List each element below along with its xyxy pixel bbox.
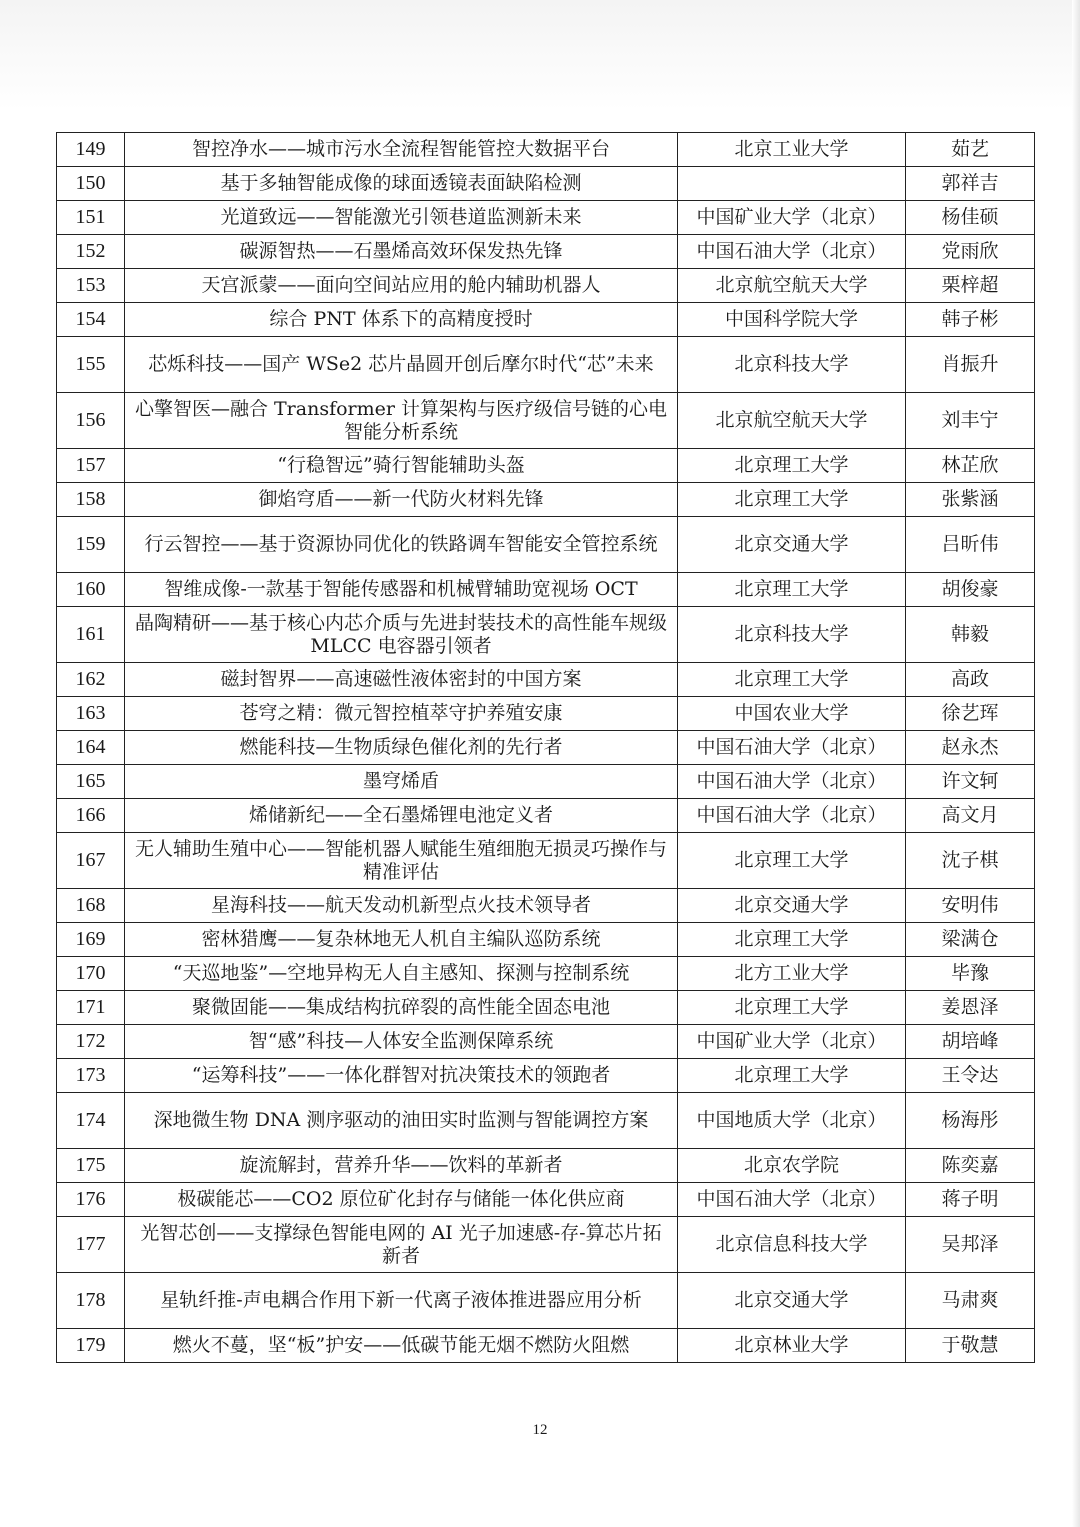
- leader-name: 肖振升: [906, 337, 1035, 393]
- school-name: 中国石油大学（北京）: [678, 731, 906, 765]
- project-title: 燃火不蔓，坚“板”护安——低碳节能无烟不燃防火阻燃: [125, 1329, 678, 1363]
- leader-name: 杨海彤: [906, 1093, 1035, 1149]
- school-name: 北京理工大学: [678, 663, 906, 697]
- leader-name: 韩子彬: [906, 303, 1035, 337]
- project-title: 星轨纤推-声电耦合作用下新一代离子液体推进器应用分析: [125, 1273, 678, 1329]
- project-title: “行稳智远”骑行智能辅助头盔: [125, 449, 678, 483]
- project-title: 智控净水——城市污水全流程智能管控大数据平台: [125, 133, 678, 167]
- table-row: [57, 731, 1035, 765]
- project-title: 智“感”科技—人体安全监测保障系统: [125, 1025, 678, 1059]
- project-title: “运筹科技”——一体化群智对抗决策技术的领跑者: [125, 1059, 678, 1093]
- school-name: 北京航空航天大学: [678, 269, 906, 303]
- project-title: 星海科技——航天发动机新型点火技术领导者: [125, 889, 678, 923]
- leader-name: 姜恩泽: [906, 991, 1035, 1025]
- row-number: 179: [57, 1329, 125, 1363]
- row-number: 157: [57, 449, 125, 483]
- scan-shadow-right: [1072, 0, 1080, 1527]
- leader-name: 茹艺: [906, 133, 1035, 167]
- page-number: 12: [532, 1422, 548, 1438]
- row-number: 150: [57, 167, 125, 201]
- school-name: 北京理工大学: [678, 923, 906, 957]
- table-row: [57, 957, 1035, 991]
- project-title: 芯烁科技——国产 WSe2 芯片晶圆开创后摩尔时代“芯”未来: [125, 337, 678, 393]
- school-name: 北京工业大学: [678, 133, 906, 167]
- row-number: 151: [57, 201, 125, 235]
- row-number: 169: [57, 923, 125, 957]
- project-title: 极碳能芯——CO2 原位矿化封存与储能一体化供应商: [125, 1183, 678, 1217]
- table-row: [57, 393, 1035, 449]
- project-title: 基于多轴智能成像的球面透镜表面缺陷检测: [125, 167, 678, 201]
- row-number: 162: [57, 663, 125, 697]
- school-name: 北京理工大学: [678, 1059, 906, 1093]
- project-title: 智维成像-一款基于智能传感器和机械臂辅助宽视场 OCT: [125, 573, 678, 607]
- project-title: “天巡地鉴”—空地异构无人自主感知、探测与控制系统: [125, 957, 678, 991]
- project-title: 综合 PNT 体系下的高精度授时: [125, 303, 678, 337]
- table-row: [57, 1025, 1035, 1059]
- school-name: 中国矿业大学（北京）: [678, 201, 906, 235]
- table-row: [57, 1217, 1035, 1273]
- scan-shadow-top: [0, 0, 1080, 110]
- school-name: 北京林业大学: [678, 1329, 906, 1363]
- project-title: 御焰穹盾——新一代防火材料先锋: [125, 483, 678, 517]
- table-row: [57, 167, 1035, 201]
- leader-name: 杨佳硕: [906, 201, 1035, 235]
- project-title: 苍穹之精：微元智控植萃守护养殖安康: [125, 697, 678, 731]
- leader-name: 毕豫: [906, 957, 1035, 991]
- school-name: 中国石油大学（北京）: [678, 799, 906, 833]
- row-number: 168: [57, 889, 125, 923]
- row-number: 172: [57, 1025, 125, 1059]
- leader-name: 于敬慧: [906, 1329, 1035, 1363]
- school-name: 中国地质大学（北京）: [678, 1093, 906, 1149]
- leader-name: 王令达: [906, 1059, 1035, 1093]
- row-number: 152: [57, 235, 125, 269]
- table-row: [57, 1183, 1035, 1217]
- leader-name: 梁满仓: [906, 923, 1035, 957]
- school-name: 北京交通大学: [678, 517, 906, 573]
- leader-name: 陈奕嘉: [906, 1149, 1035, 1183]
- leader-name: 胡俊豪: [906, 573, 1035, 607]
- row-number: 164: [57, 731, 125, 765]
- project-title: 燃能科技—生物质绿色催化剂的先行者: [125, 731, 678, 765]
- project-title: 烯储新纪——全石墨烯锂电池定义者: [125, 799, 678, 833]
- project-title: 深地微生物 DNA 测序驱动的油田实时监测与智能调控方案: [125, 1093, 678, 1149]
- leader-name: 林芷欣: [906, 449, 1035, 483]
- table-row: [57, 991, 1035, 1025]
- project-table-body: [57, 133, 1035, 1363]
- school-name: 北京科技大学: [678, 337, 906, 393]
- leader-name: 许文轲: [906, 765, 1035, 799]
- school-name: 北京理工大学: [678, 449, 906, 483]
- row-number: 175: [57, 1149, 125, 1183]
- table-row: [57, 303, 1035, 337]
- table-row: [57, 337, 1035, 393]
- table-row: [57, 1093, 1035, 1149]
- table-row: [57, 201, 1035, 235]
- leader-name: 刘丰宁: [906, 393, 1035, 449]
- school-name: 北京农学院: [678, 1149, 906, 1183]
- project-title: 碳源智热——石墨烯高效环保发热先锋: [125, 235, 678, 269]
- project-title: 光道致远——智能激光引领巷道监测新未来: [125, 201, 678, 235]
- table-row: [57, 697, 1035, 731]
- school-name: [678, 167, 906, 201]
- leader-name: 安明伟: [906, 889, 1035, 923]
- row-number: 166: [57, 799, 125, 833]
- school-name: 中国矿业大学（北京）: [678, 1025, 906, 1059]
- table-row: [57, 235, 1035, 269]
- row-number: 159: [57, 517, 125, 573]
- row-number: 158: [57, 483, 125, 517]
- row-number: 178: [57, 1273, 125, 1329]
- leader-name: 赵永杰: [906, 731, 1035, 765]
- project-title: 墨穹烯盾: [125, 765, 678, 799]
- row-number: 156: [57, 393, 125, 449]
- table-row: [57, 1149, 1035, 1183]
- project-title: 行云智控——基于资源协同优化的铁路调车智能安全管控系统: [125, 517, 678, 573]
- table-row: [57, 889, 1035, 923]
- row-number: 176: [57, 1183, 125, 1217]
- school-name: 北京信息科技大学: [678, 1217, 906, 1273]
- leader-name: 吕昕伟: [906, 517, 1035, 573]
- leader-name: 沈子棋: [906, 833, 1035, 889]
- project-title: 聚微固能——集成结构抗碎裂的高性能全固态电池: [125, 991, 678, 1025]
- school-name: 中国石油大学（北京）: [678, 765, 906, 799]
- project-title: 磁封智界——高速磁性液体密封的中国方案: [125, 663, 678, 697]
- school-name: 北京理工大学: [678, 573, 906, 607]
- school-name: 中国石油大学（北京）: [678, 235, 906, 269]
- table-row: [57, 517, 1035, 573]
- table-row: [57, 799, 1035, 833]
- table-row: [57, 833, 1035, 889]
- row-number: 170: [57, 957, 125, 991]
- school-name: 北京交通大学: [678, 889, 906, 923]
- table-row: [57, 573, 1035, 607]
- row-number: 174: [57, 1093, 125, 1149]
- leader-name: 高政: [906, 663, 1035, 697]
- row-number: 155: [57, 337, 125, 393]
- table-row: [57, 449, 1035, 483]
- table-row: [57, 1329, 1035, 1363]
- row-number: 154: [57, 303, 125, 337]
- school-name: 北京科技大学: [678, 607, 906, 663]
- project-title: 旋流解封，营养升华——饮料的革新者: [125, 1149, 678, 1183]
- school-name: 中国科学院大学: [678, 303, 906, 337]
- school-name: 北京理工大学: [678, 833, 906, 889]
- leader-name: 马肃爽: [906, 1273, 1035, 1329]
- row-number: 165: [57, 765, 125, 799]
- row-number: 171: [57, 991, 125, 1025]
- leader-name: 张紫涵: [906, 483, 1035, 517]
- project-title: 光智芯创——支撑绿色智能电网的 AI 光子加速感-存-算芯片拓新者: [125, 1217, 678, 1273]
- project-table: [56, 132, 1035, 1363]
- row-number: 161: [57, 607, 125, 663]
- project-title: 天宫派蒙——面向空间站应用的舱内辅助机器人: [125, 269, 678, 303]
- leader-name: 党雨欣: [906, 235, 1035, 269]
- row-number: 167: [57, 833, 125, 889]
- row-number: 163: [57, 697, 125, 731]
- school-name: 北京交通大学: [678, 1273, 906, 1329]
- row-number: 173: [57, 1059, 125, 1093]
- row-number: 177: [57, 1217, 125, 1273]
- project-title: 无人辅助生殖中心——智能机器人赋能生殖细胞无损灵巧操作与精准评估: [125, 833, 678, 889]
- leader-name: 郭祥吉: [906, 167, 1035, 201]
- row-number: 153: [57, 269, 125, 303]
- leader-name: 吴邦泽: [906, 1217, 1035, 1273]
- table-row: [57, 1273, 1035, 1329]
- leader-name: 胡培峰: [906, 1025, 1035, 1059]
- table-row: [57, 483, 1035, 517]
- table-row: [57, 923, 1035, 957]
- school-name: 北京理工大学: [678, 483, 906, 517]
- leader-name: 韩毅: [906, 607, 1035, 663]
- table-row: [57, 663, 1035, 697]
- project-title: 密林猎鹰——复杂林地无人机自主编队巡防系统: [125, 923, 678, 957]
- table-row: [57, 133, 1035, 167]
- leader-name: 高文月: [906, 799, 1035, 833]
- leader-name: 栗梓超: [906, 269, 1035, 303]
- school-name: 北方工业大学: [678, 957, 906, 991]
- table-row: [57, 607, 1035, 663]
- leader-name: 徐艺珲: [906, 697, 1035, 731]
- school-name: 中国石油大学（北京）: [678, 1183, 906, 1217]
- school-name: 中国农业大学: [678, 697, 906, 731]
- table-row: [57, 765, 1035, 799]
- table-row: [57, 1059, 1035, 1093]
- row-number: 160: [57, 573, 125, 607]
- project-title: 晶陶精研——基于核心内芯介质与先进封装技术的高性能车规级 MLCC 电容器引领者: [125, 607, 678, 663]
- leader-name: 蒋子明: [906, 1183, 1035, 1217]
- project-title: 心擎智医—融合 Transformer 计算架构与医疗级信号链的心电智能分析系统: [125, 393, 678, 449]
- table-row: [57, 269, 1035, 303]
- row-number: 149: [57, 133, 125, 167]
- school-name: 北京理工大学: [678, 991, 906, 1025]
- school-name: 北京航空航天大学: [678, 393, 906, 449]
